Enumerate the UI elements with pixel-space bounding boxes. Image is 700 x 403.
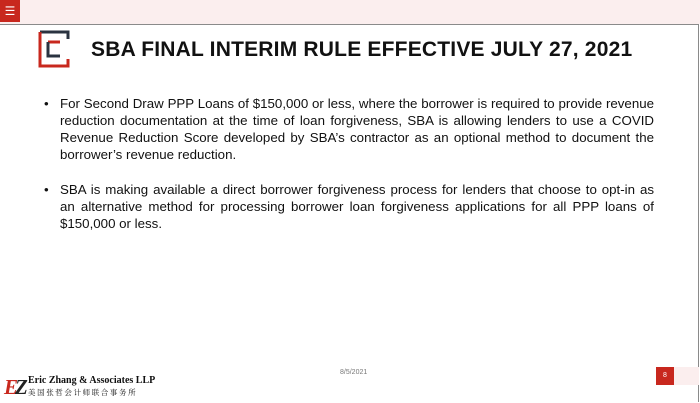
bullet-text: SBA is making available a direct borrower forgiveness process for lenders that choose to opt-in as an alternative method for processing borrower loan forgiveness applications for all PPP loans of $150,000 or less.: [60, 182, 654, 231]
ez-logo-icon: EZ: [4, 375, 25, 399]
bullet-item: [44, 181, 654, 232]
bullet-list: [44, 95, 654, 250]
bracket-logo-icon: [38, 30, 78, 68]
bullet-item: [44, 95, 654, 163]
hamburger-icon[interactable]: ☰: [0, 0, 20, 22]
slide-title: SBA FINAL INTERIM RULE EFFECTIVE JULY 27, 2021: [91, 38, 633, 61]
slide-date: 8/5/2021: [340, 369, 368, 376]
bullet-dot: •: [44, 96, 49, 111]
firm-name: Eric Zhang & Associates LLP: [28, 375, 156, 386]
top-toolbar: [0, 0, 700, 24]
bullet-dot: •: [44, 182, 49, 197]
bullet-text: For Second Draw PPP Loans of $150,000 or less, where the borrower is required to provide revenue reduction documentation at the time of loan forgiveness, SBA is allowing lenders to use a COVID Revenue Reduction Score developed by SBA’s contractor as an optional method to document the borrower’s revenue reduction.: [60, 96, 654, 162]
firm-logo: [4, 374, 174, 400]
firm-name-chinese: 美国张哲会计师联合事务所: [28, 388, 138, 397]
page-number-bar: [674, 367, 699, 385]
page-number: 8: [656, 367, 674, 385]
